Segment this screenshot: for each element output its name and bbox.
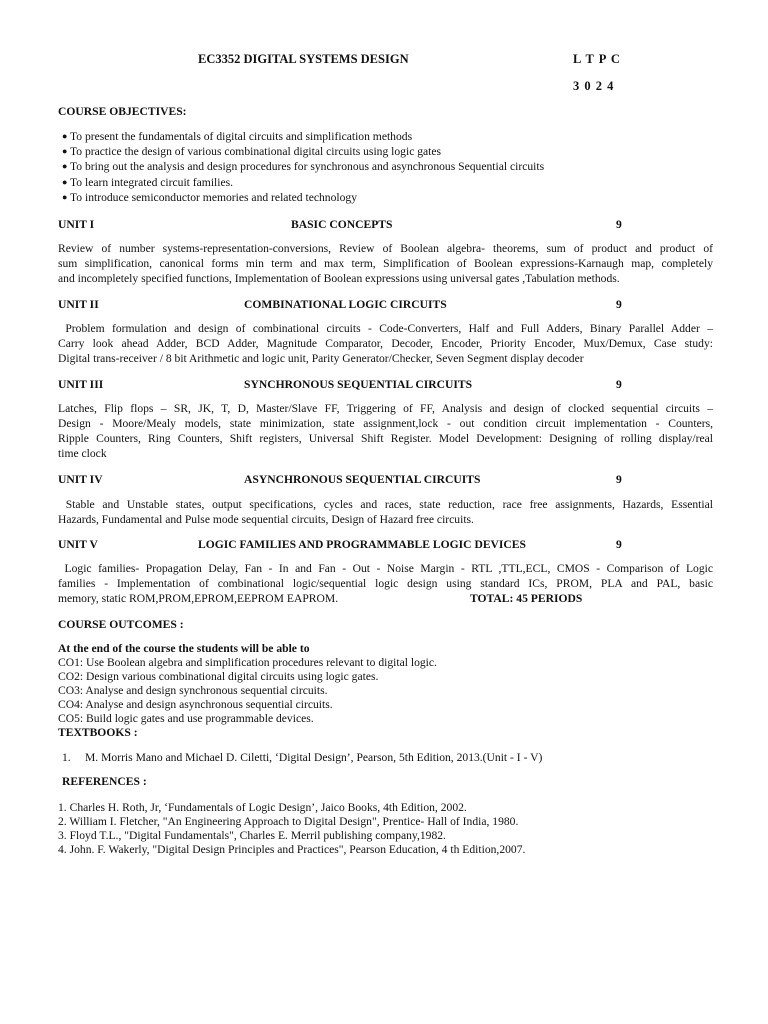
unit-4-title: ASYNCHRONOUS SEQUENTIAL CIRCUITS [244,473,481,486]
outcome-item: CO4: Analyse and design asynchronous sequential circuits. [58,698,333,711]
unit-3-label: UNIT III [58,378,104,391]
bullet-icon: ● [62,191,68,202]
references-heading: REFERENCES : [62,775,147,788]
unit-3-description: Latches, Flip flops – SR, JK, T, D, Master/Slave FF, Triggering of FF, Analysis and design of clocked sequential circuits – Design - Moore/Mealy models, state minimization, state assignment,lock - out condition circuit implementation - Counters, Ripple Counters, Ring Counters, Shift registers, Universal Shift Register. Model Development: Designing of rolling display/real time clock [58,402,713,460]
objectives-list [62,129,544,205]
textbook-item-number: 1. [62,751,71,764]
objective-item: ● To introduce semiconductor memories and related technology [62,190,358,204]
bullet-icon: ● [62,146,68,157]
bullet-icon: ● [62,176,68,187]
textbook-item: M. Morris Mano and Michael D. Ciletti, ‘Digital Design’, Pearson, 5th Edition, 2013.(Unit - I - V) [85,751,543,764]
unit-1-label: UNIT I [58,218,95,231]
unit-1-hours: 9 [616,218,622,231]
unit-4-hours: 9 [616,473,622,486]
unit-2-title: COMBINATIONAL LOGIC CIRCUITS [244,298,447,311]
unit-2-description: Problem formulation and design of combinational circuits - Code-Converters, Half and Full Adders, Binary Parallel Adder – Carry look ahead Adder, BCD Adder, Magnitude Comparator, Decoder, Encoder, Priority Encoder, Mux/Demux, Case study: Digital trans-receiver / 8 bit Arithmetic and logic unit, Parity Generator/Checker, Seven Segment display decoder [58,322,713,365]
bullet-icon: ● [62,161,68,172]
outcomes-intro: At the end of the course the students will be able to [58,642,310,655]
unit-3-title: SYNCHRONOUS SEQUENTIAL CIRCUITS [244,378,473,391]
unit-2-label: UNIT II [58,298,99,311]
unit-4-description: Stable and Unstable states, output specifications, cycles and races, state reduction, race free assignments, Hazards, Essential Hazards, Fundamental and Pulse mode sequential circuits, Design of Hazard free circuits. [58,498,713,526]
outcome-item: CO2: Design various combinational digital circuits using logic gates. [58,670,379,683]
outcome-item: CO3: Analyse and design synchronous sequential circuits. [58,684,328,697]
reference-item: 4. John. F. Wakerly, "Digital Design Principles and Practices", Pearson Education, 4 th Edition,2007. [58,843,526,856]
objective-item: ● To present the fundamentals of digital circuits and simplification methods [62,130,413,143]
total-periods: TOTAL: 45 PERIODS [470,592,583,605]
course-title: EC3352 DIGITAL SYSTEMS DESIGN [198,52,409,66]
unit-4-label: UNIT IV [58,473,103,486]
outcomes-heading: COURSE OUTCOMES : [58,618,184,631]
reference-item: 2. William I. Fletcher, "An Engineering Approach to Digital Design", Prentice- Hall of India, 1980. [58,815,519,828]
outcome-item: CO5: Build logic gates and use programmable devices. [58,712,314,725]
unit-5-title: LOGIC FAMILIES AND PROGRAMMABLE LOGIC DEVICES [198,538,526,551]
unit-3-hours: 9 [616,378,622,391]
unit-5-hours: 9 [616,538,622,551]
textbooks-heading: TEXTBOOKS : [58,726,138,739]
reference-item: 3. Floyd T.L., "Digital Fundamentals", Charles E. Merril publishing company,1982. [58,829,446,842]
reference-item: 1. Charles H. Roth, Jr, ‘Fundamentals of Logic Design’, Jaico Books, 4th Edition, 2002. [58,801,467,814]
unit-5-label: UNIT V [58,538,98,551]
ltpc-label: L T P C [573,52,621,66]
unit-2-hours: 9 [616,298,622,311]
objective-item: ● To bring out the analysis and design procedures for synchronous and asynchronous Sequential circuits [62,160,545,174]
ltpc-values: 3 0 2 4 [573,79,615,93]
bullet-icon: ● [62,131,68,141]
outcomes-list [58,655,437,725]
references-list [58,800,525,856]
unit-1-description: Review of number systems-representation-conversions, Review of Boolean algebra- theorems, sum of product and product of sum simplification, canonical forms min term and max term, Simplification of Boolean expressions-Karnaugh map, completely and incompletely specified functions, Implementation of Boolean expressions using universal gates ,Tabulation methods. [58,242,713,285]
outcome-item: CO1: Use Boolean algebra and simplification procedures relevant to digital logic. [58,656,437,669]
unit-1-title: BASIC CONCEPTS [291,218,393,231]
objective-item: ● To learn integrated circuit families. [62,175,234,189]
unit-5-description: Logic families- Propagation Delay, Fan - In and Fan - Out - Noise Margin - RTL ,TTL,ECL, CMOS - Comparison of Logic families - Implementation of combinational logic/sequential logic design using standard ICs, PROM, PLA and PAL, basic memory, static ROM,PROM,EPROM,EEPROM EAPROM. [58,562,713,605]
objectives-heading: COURSE OBJECTIVES: [58,105,187,118]
objective-item: ● To practice the design of various combinational digital circuits using logic gates [62,145,442,159]
